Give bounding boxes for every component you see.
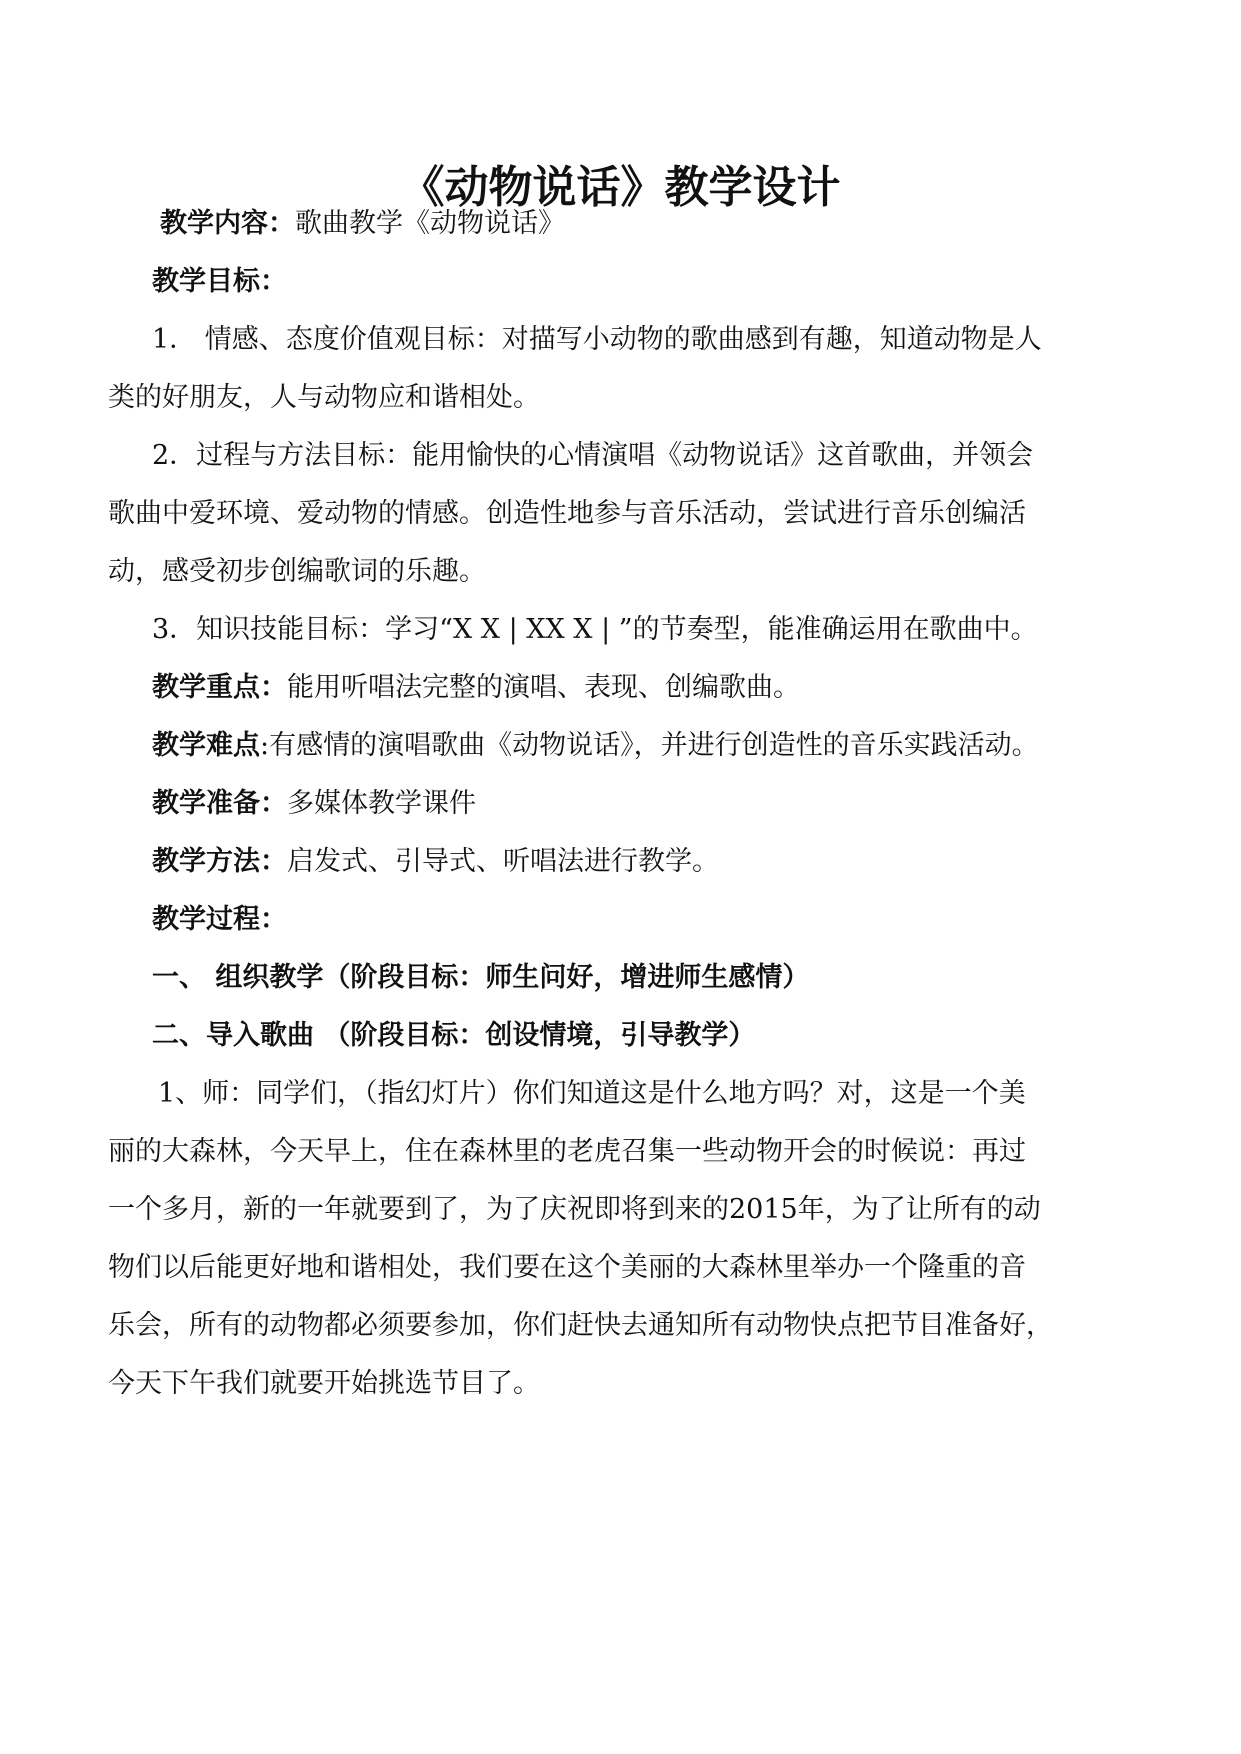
difficulty-value: :有感情的演唱歌曲《动物说话》，并进行创造性的音乐实践活动。 xyxy=(260,730,1039,761)
preparation-line xyxy=(152,784,476,824)
teaching-content-value: 歌曲教学《动物说话》 xyxy=(295,208,565,239)
process-paragraph-line-4: 物们以后能更好地和谐相处，我们要在这个美丽的大森林里举办一个隆重的音 xyxy=(108,1252,1026,1283)
document-title: 《动物说话》教学设计 xyxy=(400,162,841,213)
process-paragraph-line-6: 今天下午我们就要开始挑选节目了。 xyxy=(108,1368,540,1399)
objective-2-line-2: 歌曲中爱环境、爱动物的情感。创造性地参与音乐活动，尝试进行音乐创编活 xyxy=(108,498,1026,529)
process-section-1: 一、 组织教学（阶段目标：师生问好，增进师生感情） xyxy=(152,962,810,993)
process-section-2: 二、导入歌曲 （阶段目标：创设情境，引导教学） xyxy=(152,1020,756,1051)
teaching-content-label: 教学内容： xyxy=(160,208,295,239)
difficulty-label: 教学难点 xyxy=(152,730,260,761)
key-point-line xyxy=(152,668,800,708)
process-heading: 教学过程： xyxy=(152,904,287,935)
objective-2-line-3: 动，感受初步创编歌词的乐趣。 xyxy=(108,556,486,587)
key-point-label: 教学重点： xyxy=(152,672,287,703)
method-value: 启发式、引导式、听唱法进行教学。 xyxy=(287,846,719,877)
difficulty-line xyxy=(152,726,1039,766)
preparation-label: 教学准备： xyxy=(152,788,287,819)
key-point-value: 能用听唱法完整的演唱、表现、创编歌曲。 xyxy=(287,672,800,703)
objective-1-line-2: 类的好朋友，人与动物应和谐相处。 xyxy=(108,382,540,413)
process-paragraph-line-3: 一个多月，新的一年就要到了，为了庆祝即将到来的2015年，为了让所有的动 xyxy=(108,1194,1041,1225)
method-label: 教学方法： xyxy=(152,846,287,877)
process-paragraph-line-2: 丽的大森林，今天早上，住在森林里的老虎召集一些动物开会的时候说：再过 xyxy=(108,1136,1026,1167)
objectives-heading: 教学目标： xyxy=(152,266,287,297)
objective-3-line: 3．知识技能目标：学习“X X | XX X | ”的节奏型，能准确运用在歌曲中。 xyxy=(152,614,1038,645)
process-paragraph-line-1: 1、师：同学们，（指幻灯片）你们知道这是什么地方吗？对，这是一个美 xyxy=(158,1078,1026,1109)
teaching-content-line xyxy=(160,204,565,244)
method-line xyxy=(152,842,719,882)
process-paragraph-line-5: 乐会，所有的动物都必须要参加，你们赶快去通知所有动物快点把节目准备好， xyxy=(108,1310,1053,1341)
objective-2-line-1: 2．过程与方法目标：能用愉快的心情演唱《动物说话》这首歌曲，并领会 xyxy=(152,440,1034,471)
preparation-value: 多媒体教学课件 xyxy=(287,788,476,819)
objective-1-line-1: 1． 情感、态度价值观目标：对描写小动物的歌曲感到有趣，知道动物是人 xyxy=(152,324,1042,355)
